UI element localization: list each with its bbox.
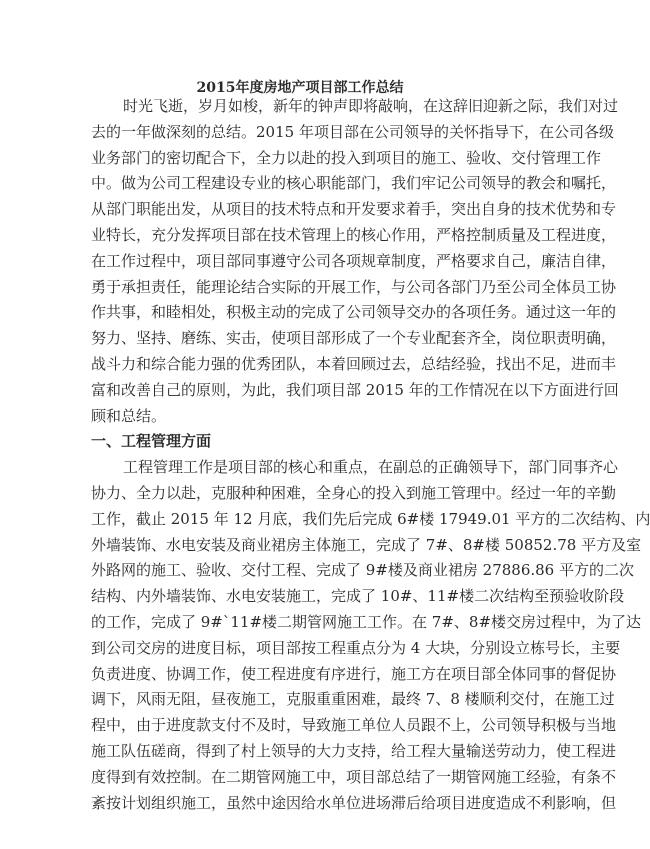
text-line: 业务部门的密切配合下，全力以赴的投入到项目的施工、验收、交付管理工作	[91, 148, 602, 167]
text-line: 工作，截止 2015 年 12 月底，我们先后完成 6#楼 17949.01 平方的二次结构、内	[91, 509, 650, 528]
text-line: 在工作过程中，项目部同事遵守公司各项规章制度，严格要求自己，廉洁自律，	[91, 251, 617, 270]
text-line: 从部门职能出发，从项目的技术特点和开发要求着手，突出自身的技术优势和专	[91, 200, 617, 219]
text-line: 去的一年做深刻的总结。2015 年项目部在公司领导的关怀指导下，在公司各级	[91, 122, 614, 141]
text-line: 的工作，完成了 9#`11#楼二期管网施工工作。在 7#、8#楼交房过程中，为了达	[91, 612, 642, 631]
text-line: 协力、全力以赴，克服种种困难，全身心的投入到施工管理中。经过一年的辛勤	[91, 483, 617, 502]
text-line: 度得到有效控制。在二期管网施工中，项目部总结了一期管网施工经验，有条不	[91, 767, 617, 786]
section-heading-engineering-management: 一、工程管理方面	[91, 432, 212, 451]
text-line: 调下，风雨无阻，昼夜施工，克服重重困难，最终 7、8 楼顺利交付，在施工过	[91, 690, 615, 709]
text-line: 到公司交房的进度目标，项目部按工程重点分为 4 大块，分别设立栋号长，主要	[91, 638, 621, 657]
document-title: 2015年度房地产项目部工作总结	[196, 80, 404, 96]
text-line: 努力、坚持、磨练、实击，使项目部形成了一个专业配套齐全，岗位职责明确，	[91, 329, 617, 348]
text-line: 顾和总结。	[91, 406, 167, 425]
text-line: 作共事，和睦相处，积极主动的完成了公司领导交办的各项任务。通过这一年的	[91, 303, 617, 322]
text-line: 勇于承担责任，能理论结合实际的开展工作，与公司各部门乃至公司全体员工协	[91, 277, 617, 296]
text-line: 工程管理工作是项目部的核心和重点，在副总的正确领导下，部门同事齐心	[123, 458, 619, 477]
text-line: 施工队伍磋商，得到了村上领导的大力支持，给工程大量输送劳动力，使工程进	[91, 741, 617, 760]
text-line: 时光飞逝，岁月如梭，新年的钟声即将敲响，在这辞旧迎新之际，我们对过	[123, 97, 619, 115]
document-body	[91, 94, 650, 816]
text-line: 战斗力和综合能力强的优秀团队，本着回顾过去，总结经验，找出不足，进而丰	[91, 354, 617, 373]
text-line: 富和改善自己的原则，为此，我们项目部 2015 年的工作情况在以下方面进行回	[91, 380, 619, 399]
text-line: 中。做为公司工程建设专业的核心职能部门，我们牢记公司领导的教会和嘱托，	[91, 174, 617, 193]
text-line: 程中，由于进度款支付不及时，导致施工单位人员跟不上，公司领导积极与当地	[91, 716, 617, 735]
text-line: 紊按计划组织施工，虽然中途因给水单位进场滞后给项目进度造成不利影响，但	[91, 793, 617, 812]
text-line: 外路网的施工、验收、交付工程、完成了 9#楼及商业裙房 27886.86 平方的二次	[91, 561, 634, 580]
paragraph-engineering-management	[91, 455, 650, 816]
text-line: 外墙装饰、水电安装及商业裙房主体施工，完成了 7#、8#楼 50852.78 平方及室	[91, 535, 642, 554]
text-line: 业特长，充分发挥项目部在技术管理上的核心作用，严格控制质量及工程进度，	[91, 225, 617, 244]
text-line: 结构、内外墙装饰、水电安装施工，完成了 10#、11#楼二次结构至预验收阶段	[91, 587, 625, 606]
paragraph-intro	[91, 94, 619, 429]
text-line: 负责进度、协调工作，使工程进度有序进行，施工方在项目部全体同事的督促协	[91, 664, 617, 683]
